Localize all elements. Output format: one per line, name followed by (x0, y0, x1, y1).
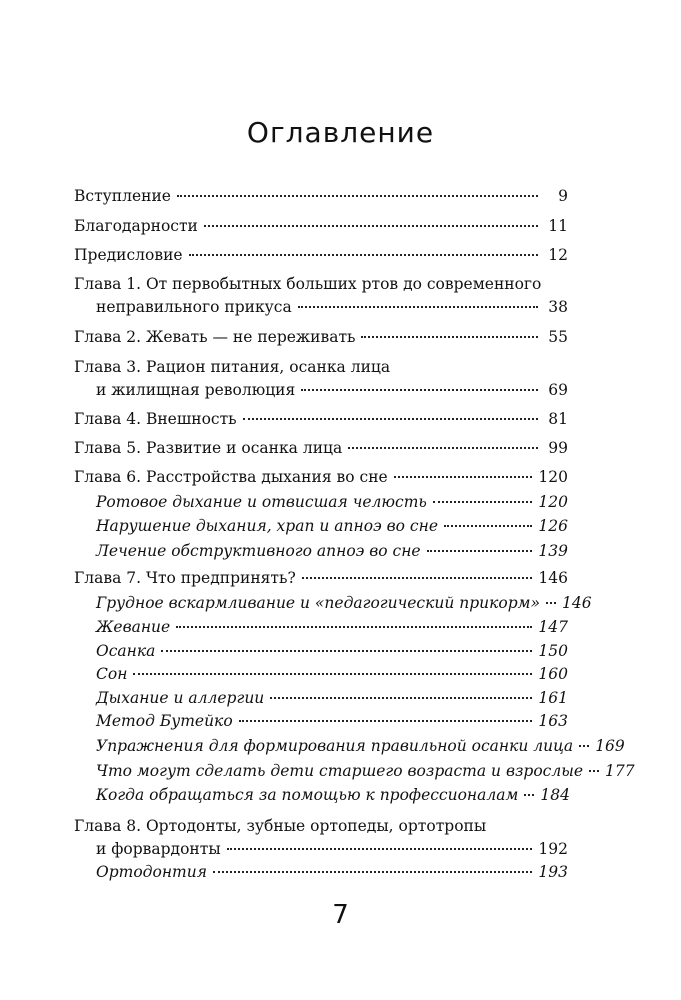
dot-leader (189, 254, 538, 256)
entry-label: Предисловие (74, 246, 183, 264)
entry-label: Осанка (96, 642, 156, 660)
toc-entry[interactable] (96, 296, 568, 318)
toc-entry[interactable] (74, 466, 568, 488)
entry-page: 69 (548, 381, 568, 399)
entry-page: 163 (538, 712, 568, 730)
entry-page: 160 (538, 665, 568, 683)
entry-label: Глава 5. Развитие и осанка лица (74, 439, 343, 457)
toc-subentry[interactable] (96, 663, 568, 685)
dot-leader (298, 306, 538, 308)
toc-subentry[interactable] (96, 735, 625, 757)
entry-label: неправильного прикуса (96, 298, 292, 316)
entry-page: 11 (548, 217, 568, 235)
entry-label: Вступление (74, 187, 171, 205)
entry-label: Жевание (96, 618, 171, 636)
dot-leader (204, 225, 538, 227)
dot-leader (394, 476, 533, 478)
entry-label: и жилищная революция (96, 381, 296, 399)
dot-leader (302, 577, 533, 579)
entry-label: Упражнения для формирования правильной осанки лица (96, 737, 574, 755)
dot-leader (524, 794, 534, 796)
dot-leader (239, 720, 533, 722)
dot-leader (546, 602, 556, 604)
entry-page: 81 (548, 410, 568, 428)
entry-label: Грудное вскармливание и «педагогический прикорм» (96, 594, 540, 612)
entry-label-line1: Глава 1. От первобытных больших ртов до современного (74, 275, 542, 293)
entry-label: Глава 2. Жевать — не переживать (74, 328, 356, 346)
entry-page: 139 (538, 542, 568, 560)
toc-entry[interactable] (74, 437, 568, 459)
toc-subentry[interactable] (96, 687, 568, 709)
toc-subentry[interactable] (96, 710, 568, 732)
entry-label-line1: Глава 3. Рацион питания, осанка лица (74, 358, 391, 376)
toc-subentry[interactable] (96, 760, 635, 782)
toc-entry-line1[interactable] (74, 356, 568, 378)
toc-subentry[interactable] (96, 491, 568, 513)
entry-label: Что могут сделать дети старшего возраста и взрослые (96, 762, 584, 780)
entry-label: Дыхание и аллергии (96, 689, 265, 707)
entry-page: 12 (548, 246, 568, 264)
entry-page: 126 (538, 517, 568, 535)
entry-label: Нарушение дыхания, храп и апноэ во сне (96, 517, 438, 535)
entry-page: 193 (538, 863, 568, 881)
toc-entry[interactable] (74, 244, 568, 266)
dot-leader (161, 650, 532, 652)
toc-subentry[interactable] (96, 640, 568, 662)
entry-label: Сон (96, 665, 128, 683)
entry-page: 99 (548, 439, 568, 457)
toc-entry[interactable] (74, 185, 568, 207)
toc-entry[interactable] (74, 326, 568, 348)
entry-label: Глава 7. Что предпринять? (74, 569, 296, 587)
entry-page: 55 (548, 328, 568, 346)
entry-label: Глава 4. Внешность (74, 410, 237, 428)
entry-page: 169 (595, 737, 625, 755)
entry-page: 184 (540, 786, 570, 804)
dot-leader (589, 770, 599, 772)
entry-label-line1: Глава 8. Ортодонты, зубные ортопеды, ортотропы (74, 817, 487, 835)
dot-leader (433, 501, 533, 503)
dot-leader (579, 745, 589, 747)
entry-page: 146 (562, 594, 592, 612)
entry-page: 120 (538, 493, 568, 511)
entry-label: и форвардонты (96, 840, 221, 858)
entry-page: 9 (558, 187, 568, 205)
toc-subentry[interactable] (96, 616, 568, 638)
page-number: 7 (332, 900, 349, 930)
entry-page: 192 (538, 840, 568, 858)
entry-page: 146 (538, 569, 568, 587)
entry-page: 150 (538, 642, 568, 660)
dot-leader (176, 626, 532, 628)
entry-label: Глава 6. Расстройства дыхания во сне (74, 468, 388, 486)
dot-leader (301, 389, 538, 391)
entry-page: 38 (548, 298, 568, 316)
toc-entry-line1[interactable] (74, 815, 568, 837)
toc-subentry[interactable] (96, 540, 568, 562)
toc-entry[interactable] (96, 379, 568, 401)
entry-page: 120 (538, 468, 568, 486)
dot-leader (213, 871, 532, 873)
entry-label: Метод Бутейко (96, 712, 233, 730)
dot-leader (427, 550, 533, 552)
dot-leader (270, 697, 532, 699)
entry-page: 147 (538, 618, 568, 636)
entry-label: Ротовое дыхание и отвисшая челюсть (96, 493, 427, 511)
toc-subentry[interactable] (96, 515, 568, 537)
dot-leader (133, 673, 532, 675)
toc-entry[interactable] (74, 215, 568, 237)
toc-subentry[interactable] (96, 784, 568, 806)
toc-entry[interactable] (74, 567, 568, 589)
dot-leader (361, 336, 538, 338)
toc-entry-line1[interactable] (74, 273, 568, 295)
entry-label: Когда обращаться за помощью к профессионалам (96, 786, 519, 804)
toc-entry[interactable] (74, 408, 568, 430)
entry-page: 177 (605, 762, 635, 780)
dot-leader (243, 418, 538, 420)
toc-subentry[interactable] (96, 592, 592, 614)
page-title: Оглавление (246, 116, 435, 149)
dot-leader (177, 195, 538, 197)
toc-subentry[interactable] (96, 861, 568, 883)
dot-leader (227, 848, 533, 850)
entry-label: Благодарности (74, 217, 198, 235)
dot-leader (348, 447, 538, 449)
toc-entry[interactable] (96, 838, 568, 860)
entry-label: Лечение обструктивного апноэ во сне (96, 542, 421, 560)
entry-label: Ортодонтия (96, 863, 207, 881)
dot-leader (444, 525, 532, 527)
entry-page: 161 (538, 689, 568, 707)
